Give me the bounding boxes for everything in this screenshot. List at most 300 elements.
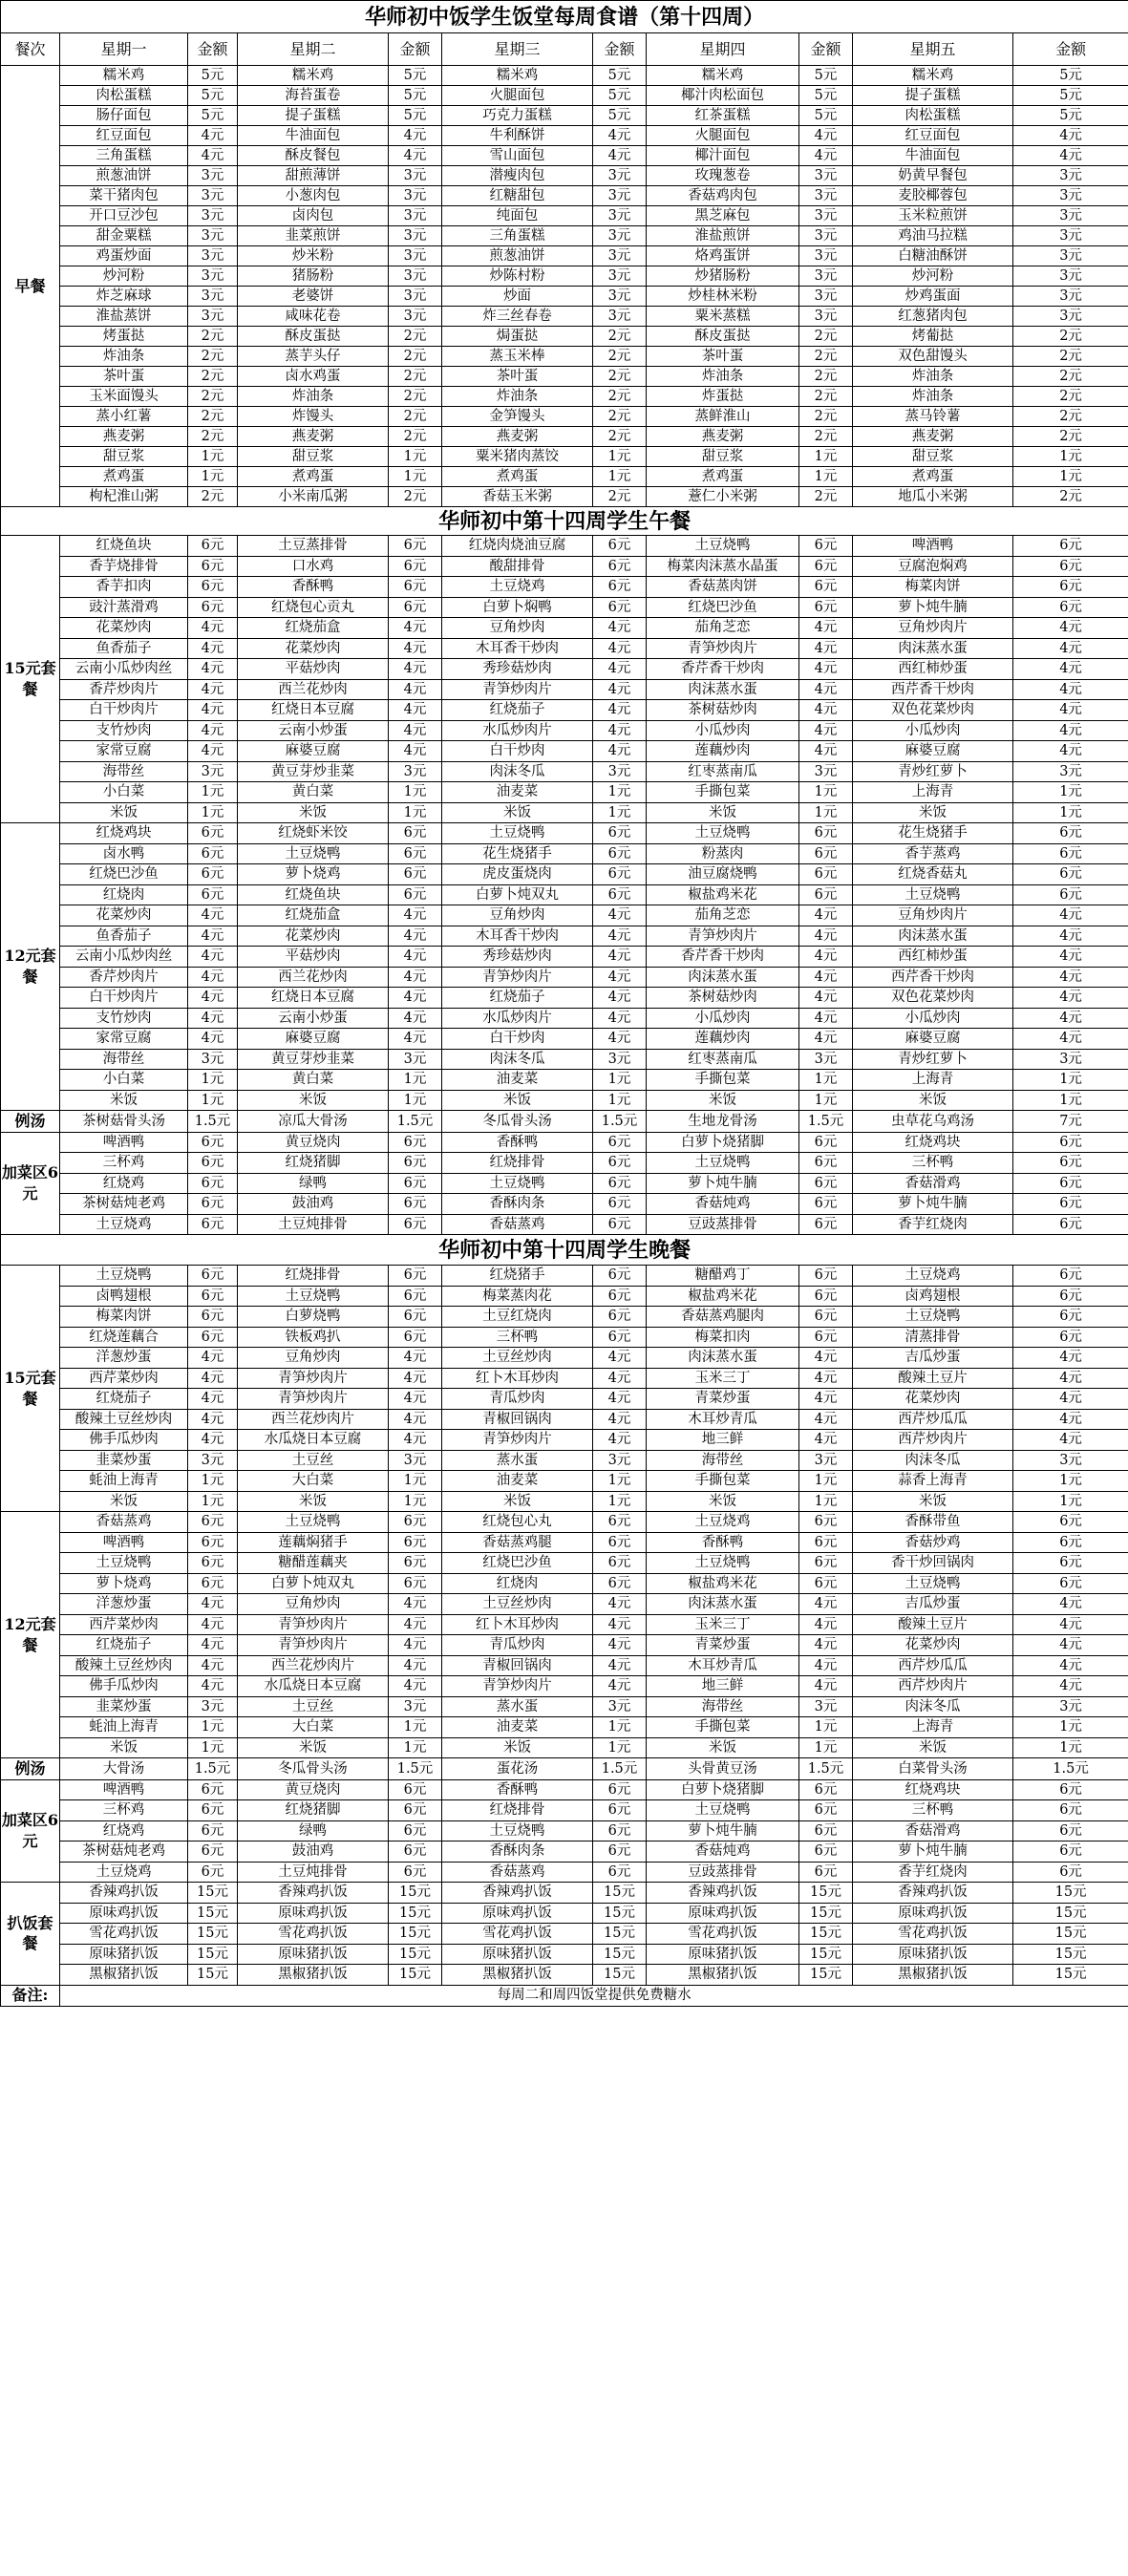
dish-name: 黑椒猪扒饭: [647, 1965, 799, 1986]
dish-name: 绿鸭: [238, 1173, 389, 1194]
dish-name: 土豆烧鸡: [647, 1512, 799, 1533]
dish-name: 小白菜: [60, 1070, 188, 1091]
dish-price: 4元: [799, 1029, 853, 1050]
dish-name: 肉沫蒸水蛋: [647, 679, 799, 700]
dish-price: 1元: [799, 467, 853, 487]
dish-price: 4元: [593, 1368, 647, 1389]
dish-name: 米饭: [853, 1737, 1013, 1758]
table-row: [1, 347, 1128, 367]
dish-price: 4元: [1013, 1614, 1128, 1635]
dish-price: 3元: [799, 186, 853, 206]
dish-name: 红烧茄盒: [238, 905, 389, 926]
dish-name: 牛利酥饼: [442, 126, 593, 146]
dish-price: 6元: [389, 1532, 442, 1553]
dish-price: 4元: [593, 1029, 647, 1050]
dish-name: 大白菜: [238, 1471, 389, 1492]
dish-price: 4元: [593, 1635, 647, 1656]
dish-price: 15元: [799, 1924, 853, 1945]
dish-price: 1元: [593, 1471, 647, 1492]
dish-price: 4元: [593, 1008, 647, 1029]
dish-price: 6元: [1013, 1327, 1128, 1348]
table-row: [1, 1862, 1128, 1883]
dish-name: 白萝卜炖双丸: [238, 1573, 389, 1594]
dish-name: 花菜炒肉: [853, 1635, 1013, 1656]
category-label: 15元套餐: [1, 1266, 60, 1512]
dish-price: 3元: [188, 246, 238, 266]
dish-price: 6元: [1013, 1153, 1128, 1174]
dish-price: 3元: [389, 287, 442, 307]
dish-price: 6元: [593, 1132, 647, 1153]
dish-name: 茄角芝恋: [647, 905, 799, 926]
dish-name: 烤蛋挞: [60, 327, 188, 347]
dish-name: 燕麦粥: [238, 427, 389, 447]
dish-price: 5元: [799, 86, 853, 106]
dish-price: 1元: [188, 802, 238, 823]
dish-price: 4元: [1013, 741, 1128, 762]
dish-price: 1元: [188, 1070, 238, 1091]
dish-name: 肉沫蒸水蛋: [853, 926, 1013, 947]
dish-name: 土豆烧鸡: [853, 1266, 1013, 1287]
dish-price: 6元: [1013, 1532, 1128, 1553]
dish-price: 4元: [389, 1389, 442, 1410]
dish-name: 肉沫冬瓜: [853, 1450, 1013, 1471]
dish-price: 6元: [593, 823, 647, 844]
dish-name: 蒸芋头仔: [238, 347, 389, 367]
table-row: [1, 246, 1128, 266]
dish-name: 鱼香茄子: [60, 926, 188, 947]
dish-name: 白干炒肉片: [60, 988, 188, 1009]
dish-name: 红烧茄子: [442, 700, 593, 721]
dish-price: 4元: [1013, 700, 1128, 721]
table-row: [1, 387, 1128, 407]
dish-price: 6元: [799, 597, 853, 618]
dish-price: 2元: [1013, 327, 1128, 347]
dish-name: 米饭: [853, 802, 1013, 823]
dish-price: 2元: [389, 487, 442, 507]
dish-price: 6元: [389, 597, 442, 618]
dish-name: 萝卜炖牛腩: [647, 1820, 799, 1842]
dish-name: 鸡蛋炒面: [60, 246, 188, 266]
dish-name: 青笋炒肉片: [442, 1430, 593, 1451]
dish-name: 秀珍菇炒肉: [442, 947, 593, 968]
dish-price: 6元: [593, 1573, 647, 1594]
dish-name: 手撕包菜: [647, 782, 799, 803]
dish-price: 1元: [1013, 1471, 1128, 1492]
table-row: [1, 186, 1128, 206]
table-row: [1, 1924, 1128, 1945]
dish-name: 红烧茄盒: [238, 618, 389, 639]
dish-name: 炒桂林米粉: [647, 287, 799, 307]
dish-name: 炸油条: [647, 367, 799, 387]
dish-price: 3元: [188, 1696, 238, 1717]
table-row: [1, 1471, 1128, 1492]
dish-name: 香菇蒸鸡: [442, 1862, 593, 1883]
dish-name: 糯米鸡: [853, 66, 1013, 86]
dish-name: 甜豆浆: [238, 447, 389, 467]
table-row: [1, 597, 1128, 618]
dish-name: 酸辣土豆片: [853, 1614, 1013, 1635]
dish-price: 1元: [1013, 1491, 1128, 1512]
dish-price: 6元: [799, 1307, 853, 1328]
dish-price: 4元: [593, 1655, 647, 1676]
dish-price: 3元: [1013, 1696, 1128, 1717]
dish-name: 啤酒鸭: [60, 1132, 188, 1153]
dish-name: 土豆烧鸭: [238, 843, 389, 864]
table-row: [1, 66, 1128, 86]
dish-price: 1元: [799, 1090, 853, 1111]
table-row: [1, 1800, 1128, 1821]
dish-name: 肉沫冬瓜: [442, 761, 593, 782]
dish-price: 3元: [1013, 186, 1128, 206]
dish-name: 虎皮蛋烧肉: [442, 864, 593, 885]
dish-name: 粟米猪肉蒸饺: [442, 447, 593, 467]
column-header: 星期二: [238, 33, 389, 66]
dish-name: 海带丝: [647, 1696, 799, 1717]
dish-price: 6元: [1013, 1573, 1128, 1594]
table-row: [1, 126, 1128, 146]
dish-price: 4元: [389, 1594, 442, 1615]
table-row: [1, 1008, 1128, 1029]
dish-price: 2元: [188, 387, 238, 407]
dish-name: 小瓜炒肉: [647, 1008, 799, 1029]
table-row: [1, 1409, 1128, 1430]
dish-name: 蚝油上海青: [60, 1717, 188, 1738]
table-row: [1, 1779, 1128, 1800]
dish-price: 4元: [799, 146, 853, 166]
dish-name: 韭菜煎饼: [238, 226, 389, 246]
dish-name: 青瓜炒肉: [442, 1389, 593, 1410]
dish-price: 6元: [593, 1266, 647, 1287]
dish-price: 4元: [389, 1430, 442, 1451]
dish-price: 4元: [1013, 1635, 1128, 1656]
dish-price: 6元: [799, 1842, 853, 1863]
dish-name: 花生烧猪手: [853, 823, 1013, 844]
dish-name: 牛油面包: [853, 146, 1013, 166]
dish-price: 4元: [799, 1368, 853, 1389]
column-header: 星期四: [647, 33, 799, 66]
dish-price: 6元: [389, 1266, 442, 1287]
dish-price: 1元: [593, 467, 647, 487]
dish-price: 6元: [799, 823, 853, 844]
dish-price: 15元: [593, 1903, 647, 1924]
dish-name: 凉瓜大骨汤: [238, 1111, 389, 1133]
dish-name: 炒鸡蛋面: [853, 287, 1013, 307]
dish-price: 6元: [188, 1862, 238, 1883]
dish-name: 水瓜炒肉片: [442, 1008, 593, 1029]
dish-name: 炸油条: [853, 367, 1013, 387]
dish-price: 6元: [389, 1194, 442, 1215]
category-label: 扒饭套餐: [1, 1883, 60, 1986]
dish-price: 1元: [188, 447, 238, 467]
dish-price: 1.5元: [1013, 1758, 1128, 1780]
dish-price: 4元: [188, 618, 238, 639]
dish-price: 3元: [188, 206, 238, 226]
dish-name: 米饭: [647, 1491, 799, 1512]
dish-price: 3元: [389, 761, 442, 782]
dish-name: 香菇炒鸡: [853, 1532, 1013, 1553]
dish-name: 豆豉蒸排骨: [647, 1214, 799, 1235]
dish-name: 煮鸡蛋: [442, 467, 593, 487]
dish-price: 6元: [1013, 1820, 1128, 1842]
dish-price: 5元: [1013, 66, 1128, 86]
dish-price: 6元: [1013, 556, 1128, 577]
dish-price: 1元: [593, 447, 647, 467]
dish-name: 糖醋鸡丁: [647, 1266, 799, 1287]
dish-name: 雪花鸡扒饭: [60, 1924, 188, 1945]
dish-price: 5元: [799, 106, 853, 126]
dish-name: 米饭: [442, 802, 593, 823]
dish-name: 香芋红烧肉: [853, 1862, 1013, 1883]
table-row: [1, 1450, 1128, 1471]
dish-price: 4元: [1013, 618, 1128, 639]
dish-price: 4元: [389, 1368, 442, 1389]
dish-name: 油麦菜: [442, 1717, 593, 1738]
dish-name: 甜豆浆: [853, 447, 1013, 467]
dish-price: 6元: [188, 1532, 238, 1553]
table-row: [1, 1594, 1128, 1615]
dish-name: 鱼香茄子: [60, 638, 188, 659]
dish-name: 青笋炒肉片: [442, 1676, 593, 1697]
dish-price: 4元: [389, 659, 442, 680]
dish-price: 2元: [188, 487, 238, 507]
dish-name: 豆角炒肉片: [853, 905, 1013, 926]
dish-name: 土豆烧鸭: [442, 823, 593, 844]
dish-name: 红烧鱼块: [60, 536, 188, 557]
dish-name: 红烧鱼块: [238, 884, 389, 905]
dish-name: 红烧日本豆腐: [238, 988, 389, 1009]
dish-price: 2元: [188, 347, 238, 367]
table-row: [1, 884, 1128, 905]
dish-price: 3元: [593, 1450, 647, 1471]
dish-price: 4元: [593, 1430, 647, 1451]
dish-name: 酸辣土豆丝炒肉: [60, 1655, 188, 1676]
dish-name: 红烧猪手: [442, 1266, 593, 1287]
dish-price: 6元: [188, 1286, 238, 1307]
dish-name: 白萝卜烧猪脚: [647, 1132, 799, 1153]
category-label: 加菜区6元: [1, 1132, 60, 1235]
dish-price: 15元: [799, 1883, 853, 1904]
dish-name: 燕麦粥: [442, 427, 593, 447]
dish-name: 金笋馒头: [442, 407, 593, 427]
table-row: [1, 1883, 1128, 1904]
dish-price: 3元: [593, 206, 647, 226]
dish-name: 手撕包菜: [647, 1717, 799, 1738]
dish-price: 4元: [389, 905, 442, 926]
dish-price: 4元: [799, 1614, 853, 1635]
table-row: [1, 1235, 1128, 1266]
dish-name: 米饭: [647, 802, 799, 823]
dish-name: 潜瘦肉包: [442, 166, 593, 186]
dish-name: 香菇炖鸡: [647, 1842, 799, 1863]
dish-price: 2元: [593, 327, 647, 347]
dish-price: 4元: [389, 1008, 442, 1029]
dish-name: 卤鸭翅根: [60, 1286, 188, 1307]
dish-name: 黄豆烧肉: [238, 1132, 389, 1153]
dish-name: 香辣鸡扒饭: [442, 1883, 593, 1904]
dish-name: 酸甜排骨: [442, 556, 593, 577]
dish-name: 三杯鸡: [60, 1153, 188, 1174]
dish-name: 土豆烧鸭: [647, 1153, 799, 1174]
dish-price: 1元: [188, 782, 238, 803]
dish-name: 西芹炒瓜瓜: [853, 1655, 1013, 1676]
dish-name: 米饭: [647, 1090, 799, 1111]
dish-price: 1.5元: [593, 1111, 647, 1133]
dish-name: 红烧肉: [60, 884, 188, 905]
dish-price: 4元: [188, 1029, 238, 1050]
dish-price: 3元: [389, 307, 442, 327]
dish-price: 6元: [799, 1214, 853, 1235]
dish-price: 3元: [1013, 166, 1128, 186]
table-row: [1, 166, 1128, 186]
dish-name: 豆角炒肉: [442, 905, 593, 926]
dish-price: 3元: [389, 186, 442, 206]
dish-name: 肉沫冬瓜: [853, 1696, 1013, 1717]
table-row: [1, 1717, 1128, 1738]
dish-name: 土豆烧鸭: [442, 1173, 593, 1194]
dish-price: 1.5元: [389, 1758, 442, 1780]
dish-price: 6元: [593, 577, 647, 598]
dish-name: 奶黄早餐包: [853, 166, 1013, 186]
dish-name: 青笋炒肉片: [238, 1614, 389, 1635]
table-row: [1, 1368, 1128, 1389]
dish-price: 6元: [389, 1779, 442, 1800]
table-row: [1, 447, 1128, 467]
dish-price: 15元: [389, 1944, 442, 1965]
dish-price: 5元: [1013, 106, 1128, 126]
section-title: 华师初中第十四周学生午餐: [1, 507, 1128, 536]
dish-name: 香酥鸭: [647, 1532, 799, 1553]
dish-name: 肠仔面包: [60, 106, 188, 126]
table-row: [1, 1307, 1128, 1328]
dish-price: 4元: [799, 126, 853, 146]
dish-price: 4元: [188, 700, 238, 721]
dish-price: 4元: [1013, 1029, 1128, 1050]
table-row: [1, 782, 1128, 803]
dish-price: 3元: [593, 166, 647, 186]
dish-name: 煮鸡蛋: [60, 467, 188, 487]
dish-name: 肉松蛋糕: [60, 86, 188, 106]
dish-price: 15元: [1013, 1965, 1128, 1986]
dish-name: 香辣鸡扒饭: [853, 1883, 1013, 1904]
dish-name: 香芋烧排骨: [60, 556, 188, 577]
dish-price: 1元: [799, 1737, 853, 1758]
table-row: [1, 618, 1128, 639]
dish-name: 蒸水蛋: [442, 1696, 593, 1717]
dish-name: 卤鸡翅根: [853, 1286, 1013, 1307]
dish-price: 4元: [188, 659, 238, 680]
dish-price: 4元: [799, 1594, 853, 1615]
dish-name: 香芋扣肉: [60, 577, 188, 598]
dish-price: 6元: [799, 1573, 853, 1594]
table-row: [1, 1214, 1128, 1235]
dish-price: 6元: [1013, 1512, 1128, 1533]
dish-name: 绿鸭: [238, 1820, 389, 1842]
dish-price: 15元: [188, 1924, 238, 1945]
dish-price: 1元: [593, 782, 647, 803]
dish-price: 4元: [1013, 1594, 1128, 1615]
table-row: [1, 1029, 1128, 1050]
dish-name: 土豆烧鸭: [647, 823, 799, 844]
dish-name: 吉瓜炒蛋: [853, 1348, 1013, 1369]
dish-price: 15元: [1013, 1924, 1128, 1945]
dish-name: 秀珍菇炒肉: [442, 659, 593, 680]
dish-name: 莲藕炒肉: [647, 1029, 799, 1050]
dish-price: 1元: [389, 782, 442, 803]
dish-name: 火腿面包: [647, 126, 799, 146]
dish-name: 西芹菜炒肉: [60, 1368, 188, 1389]
dish-price: 6元: [188, 823, 238, 844]
dish-price: 4元: [1013, 126, 1128, 146]
dish-name: 煮鸡蛋: [647, 467, 799, 487]
dish-price: 1元: [799, 447, 853, 467]
dish-name: 萝卜炖牛腩: [647, 1173, 799, 1194]
table-row: [1, 1132, 1128, 1153]
dish-name: 云南小瓜炒肉丝: [60, 659, 188, 680]
dish-price: 4元: [1013, 947, 1128, 968]
dish-price: 1元: [389, 1471, 442, 1492]
dish-price: 4元: [1013, 146, 1128, 166]
table-row: [1, 33, 1128, 66]
dish-name: 青笋炒肉片: [238, 1368, 389, 1389]
dish-price: 4元: [799, 905, 853, 926]
dish-name: 麻婆豆腐: [853, 1029, 1013, 1050]
dish-name: 土豆烧鸡: [60, 1862, 188, 1883]
dish-price: 6元: [593, 597, 647, 618]
dish-price: 6元: [799, 1512, 853, 1533]
category-label: 例汤: [1, 1758, 60, 1780]
dish-price: 3元: [1013, 266, 1128, 287]
dish-price: 3元: [389, 226, 442, 246]
table-row: [1, 823, 1128, 844]
dish-name: 茶叶蛋: [60, 367, 188, 387]
dish-price: 3元: [389, 1696, 442, 1717]
dish-name: 炸芝麻球: [60, 287, 188, 307]
dish-name: 肉沫蒸水蛋: [853, 638, 1013, 659]
dish-name: 燕麦粥: [853, 427, 1013, 447]
dish-price: 3元: [389, 246, 442, 266]
dish-name: 香菇蒸鸡: [60, 1512, 188, 1533]
column-header: 金额: [593, 33, 647, 66]
dish-name: 西芹炒瓜瓜: [853, 1409, 1013, 1430]
dish-name: 油麦菜: [442, 1471, 593, 1492]
dish-price: 6元: [188, 597, 238, 618]
dish-name: 香芹香干炒肉: [647, 659, 799, 680]
dish-price: 15元: [389, 1965, 442, 1986]
table-row: [1, 86, 1128, 106]
dish-name: 菜干猪肉包: [60, 186, 188, 206]
dish-price: 6元: [593, 1779, 647, 1800]
dish-name: 花生烧猪手: [442, 843, 593, 864]
dish-name: 雪花鸡扒饭: [238, 1924, 389, 1945]
dish-name: 红烧茄子: [60, 1389, 188, 1410]
dish-name: 雪花鸡扒饭: [853, 1924, 1013, 1945]
dish-name: 土豆红烧肉: [442, 1307, 593, 1328]
dish-name: 煎葱油饼: [60, 166, 188, 186]
dish-name: 白萝卜炖双丸: [442, 884, 593, 905]
dish-price: 3元: [389, 1049, 442, 1070]
column-header: 星期一: [60, 33, 188, 66]
dish-name: 冬瓜骨头汤: [238, 1758, 389, 1780]
dish-name: 麦胶椰蓉包: [853, 186, 1013, 206]
dish-price: 6元: [1013, 536, 1128, 557]
dish-price: 6元: [1013, 1553, 1128, 1574]
dish-name: 小白菜: [60, 782, 188, 803]
dish-name: 米饭: [442, 1491, 593, 1512]
dish-name: 土豆丝: [238, 1696, 389, 1717]
table-row: [1, 1553, 1128, 1574]
table-row: [1, 967, 1128, 988]
dish-name: 冬瓜骨头汤: [442, 1111, 593, 1133]
